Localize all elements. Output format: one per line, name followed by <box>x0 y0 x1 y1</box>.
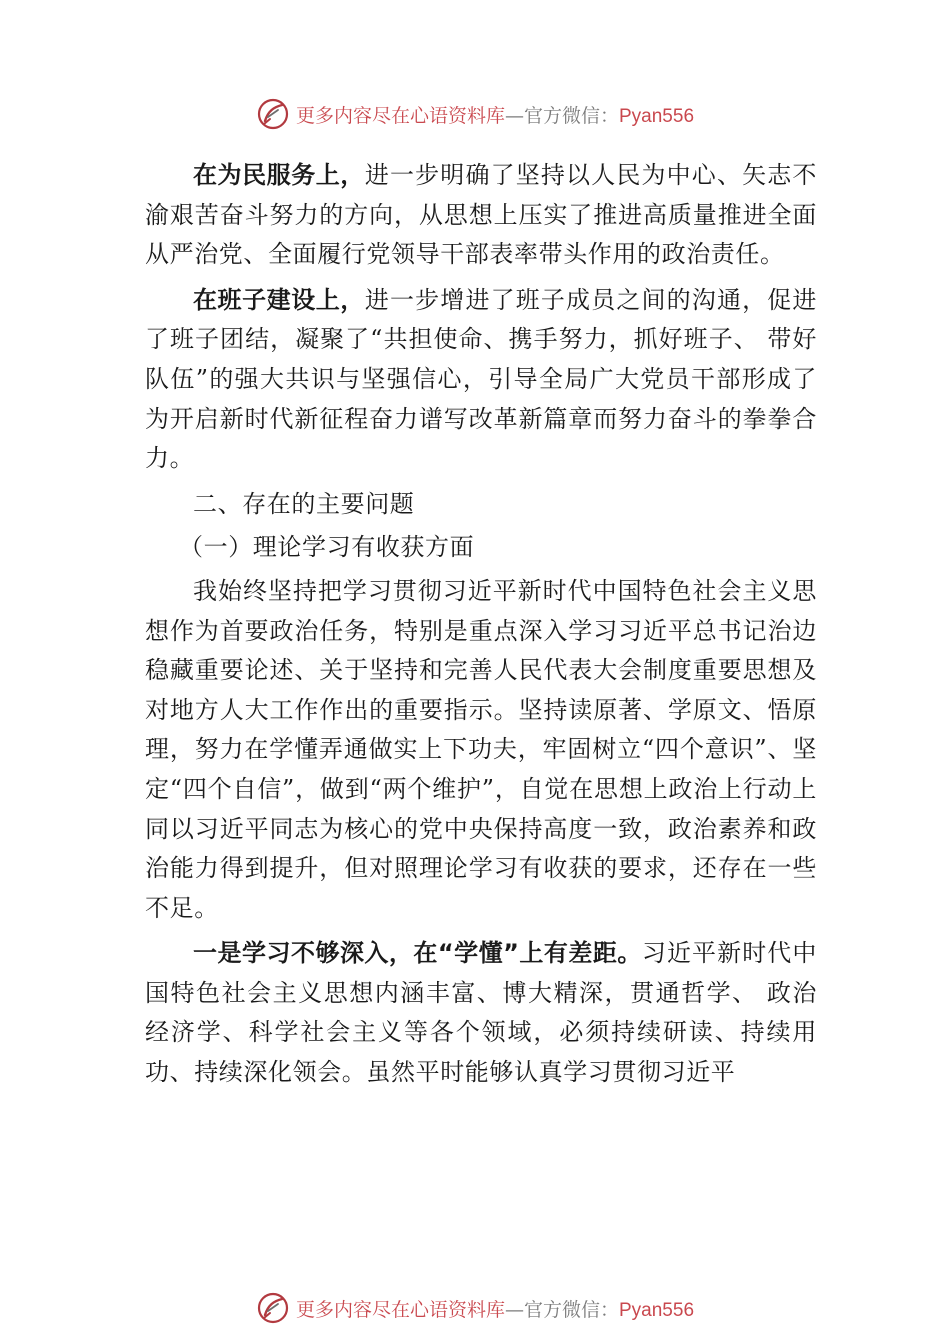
seal-logo-icon <box>256 97 290 131</box>
watermark-id: Pyan556 <box>619 105 695 127</box>
paragraph-lead: 在班子建设上， <box>193 285 365 314</box>
paragraph-lead: 在为民服务上， <box>193 161 365 189</box>
paragraph-text: 进一步增进了班子成员之间的沟通，促进了班子团结，凝聚了“共担使命、携手努力，抓好班子、 带好队伍”的强大共识与坚强信心，引导全局广大党员干部形成了为开启新时代新征程奋力谱写改革新篇章而努力奋斗的拳拳合力。 <box>145 285 817 473</box>
sub-heading: （一）理论学习有收获方面 <box>179 533 475 562</box>
header-watermark <box>0 94 950 134</box>
watermark-main: 更多内容尽在心语资料库 <box>295 104 505 127</box>
paragraph-service <box>145 156 817 275</box>
paragraph-problem-one <box>145 934 817 1092</box>
watermark-id: Pyan556 <box>619 1299 695 1321</box>
watermark-dash: — <box>504 104 524 127</box>
paragraph-theory <box>145 572 817 928</box>
paragraph-lead: 一是学习不够深入，在“学懂”上有差距。 <box>193 939 642 968</box>
watermark-text <box>296 101 694 128</box>
paragraph-text: 习近平新时代中国特色社会主义思想内涵丰富、博大精深，贯通哲学、 政治经济学、科学社会主义等各个领域，必须持续研读、持续用功、持续深化领会。虽然平时能够认真学习贯彻习近平 <box>145 939 817 1087</box>
watermark-wechat: 官方微信： <box>523 104 619 127</box>
seal-logo-icon <box>256 1291 290 1325</box>
paragraph-text: 进一步明确了坚持以人民为中心、矢志不渝艰苦奋斗努力的方向，从思想上压实了推进高质量推进全面从严治党、全面履行党领导干部表率带头作用的政治责任。 <box>145 161 817 269</box>
document-body <box>145 156 817 1099</box>
watermark-wechat: 官方微信： <box>523 1298 619 1321</box>
paragraph-team <box>145 281 817 479</box>
paragraph-text: 我始终坚持把学习贯彻习近平新时代中国特色社会主义思想作为首要政治任务，特别是重点深入学习习近平总书记治边稳藏重要论述、关于坚持和完善人民代表大会制度重要思想及对地方人大工作作出的重要指示。坚持读原著、学原文、悟原理，努力在学懂弄通做实上下功夫，牢固树立“四个意识”、坚定“四个自信”，做到“两个维护”，自觉在思想上政治上行动上同以习近平同志为核心的党中央保持高度一致，政治素养和政治能力得到提升，但对照理论学习有收获的要求，还存在一些不足。 <box>145 576 817 922</box>
watermark-dash: — <box>504 1298 524 1321</box>
watermark-main: 更多内容尽在心语资料库 <box>295 1298 505 1321</box>
section-heading: 二、存在的主要问题 <box>193 489 415 518</box>
watermark-text <box>296 1295 694 1322</box>
footer-watermark <box>0 1288 950 1328</box>
